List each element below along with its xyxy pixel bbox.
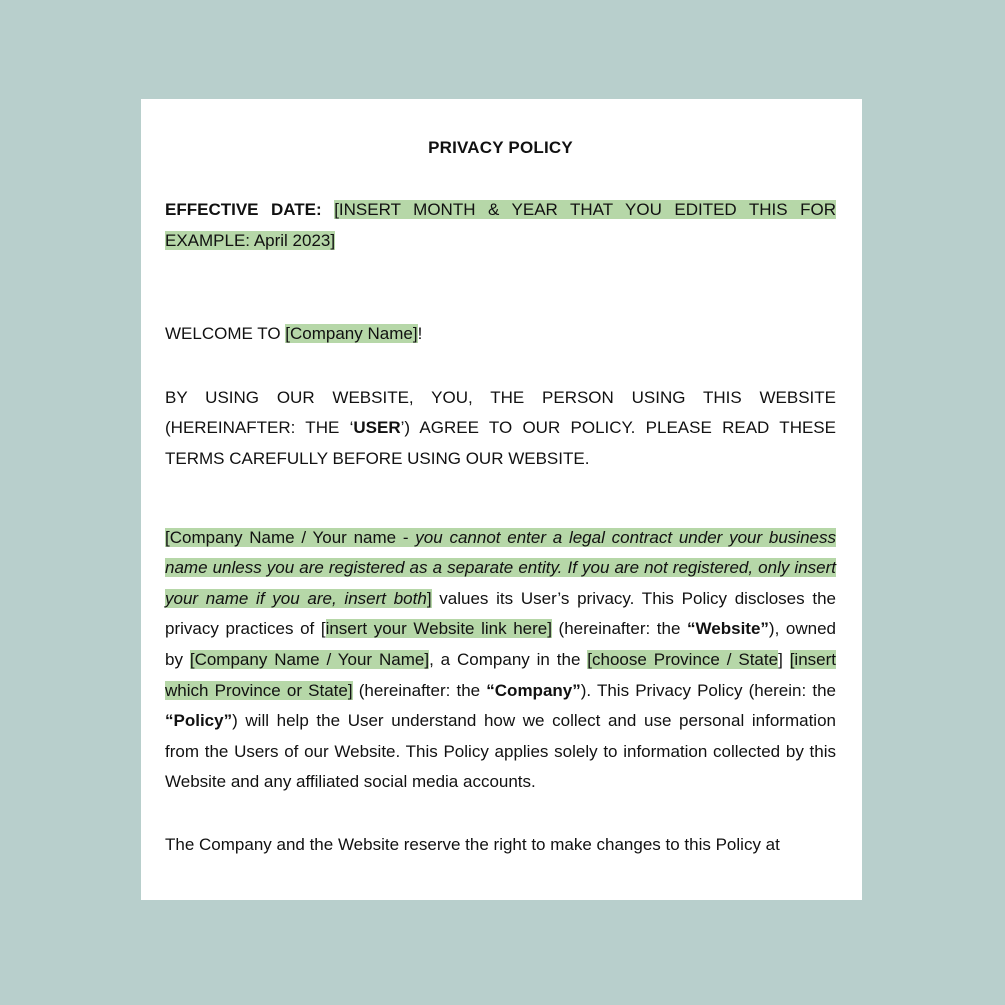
text-run: (hereinafter: the xyxy=(551,619,688,639)
placeholder-highlight: you cannot enter a legal contract under your business name unless you are registered as a separate entity. If you are not registered, only insert your name if you are, insert both xyxy=(165,527,836,608)
text-run: ! xyxy=(417,324,423,344)
text-run: WELCOME TO xyxy=(165,324,286,344)
placeholder-highlight: [choose Province / State xyxy=(587,649,779,669)
text-run: “Website” xyxy=(687,619,769,639)
text-run: ), owned by xyxy=(165,619,836,669)
text-run: , a Company in the xyxy=(429,649,588,669)
text-run: ) will help the User understand how we collect and use personal information from the Users of our Website. This Policy applies solely to information collected by this Website and any affiliated social media accounts. xyxy=(165,711,836,792)
text-run: ] xyxy=(778,649,790,669)
text-run: USER xyxy=(353,418,401,438)
document-title: PRIVACY POLICY xyxy=(428,138,573,157)
placeholder-highlight: insert your Website link here] xyxy=(325,619,552,639)
text-run: ’) AGREE TO OUR POLICY. PLEASE READ THESE TERMS CAREFULLY BEFORE USING OUR WEBSITE. xyxy=(165,418,836,468)
paragraph-policy-overview xyxy=(165,523,836,798)
text-run: “Company” xyxy=(486,680,581,700)
document-body xyxy=(165,195,836,861)
paragraph-agreement xyxy=(165,383,836,475)
placeholder-highlight: [Company Name / Your name - xyxy=(165,527,416,547)
text-run: “Policy” xyxy=(165,711,233,731)
paragraph-changes xyxy=(165,830,836,861)
placeholder-highlight: [insert which Province or State] xyxy=(165,649,836,700)
placeholder-highlight: ] xyxy=(426,588,432,608)
placeholder-highlight: [INSERT MONTH & YEAR THAT YOU EDITED THIS FOR EXAMPLE: April 2023] xyxy=(165,200,837,250)
text-run: The Company and the Website reserve the right to make changes to this Policy at xyxy=(165,834,780,854)
paragraph-welcome xyxy=(165,319,836,350)
text-run: ). This Privacy Policy (herein: the xyxy=(580,680,836,700)
document-page xyxy=(141,99,862,900)
text-run: EFFECTIVE DATE: xyxy=(165,200,335,219)
text-run: BY USING OUR WEBSITE, YOU, THE PERSON USING THIS WEBSITE (HEREINAFTER: THE ‘ xyxy=(165,387,836,438)
paragraph-effective-date xyxy=(165,195,836,256)
placeholder-highlight: [Company Name] xyxy=(285,324,418,344)
text-run: (hereinafter: the xyxy=(352,680,487,700)
placeholder-highlight: [Company Name / Your Name] xyxy=(189,649,430,669)
text-run: values its User’s privacy. This Policy discloses the privacy practices of [ xyxy=(165,588,836,639)
